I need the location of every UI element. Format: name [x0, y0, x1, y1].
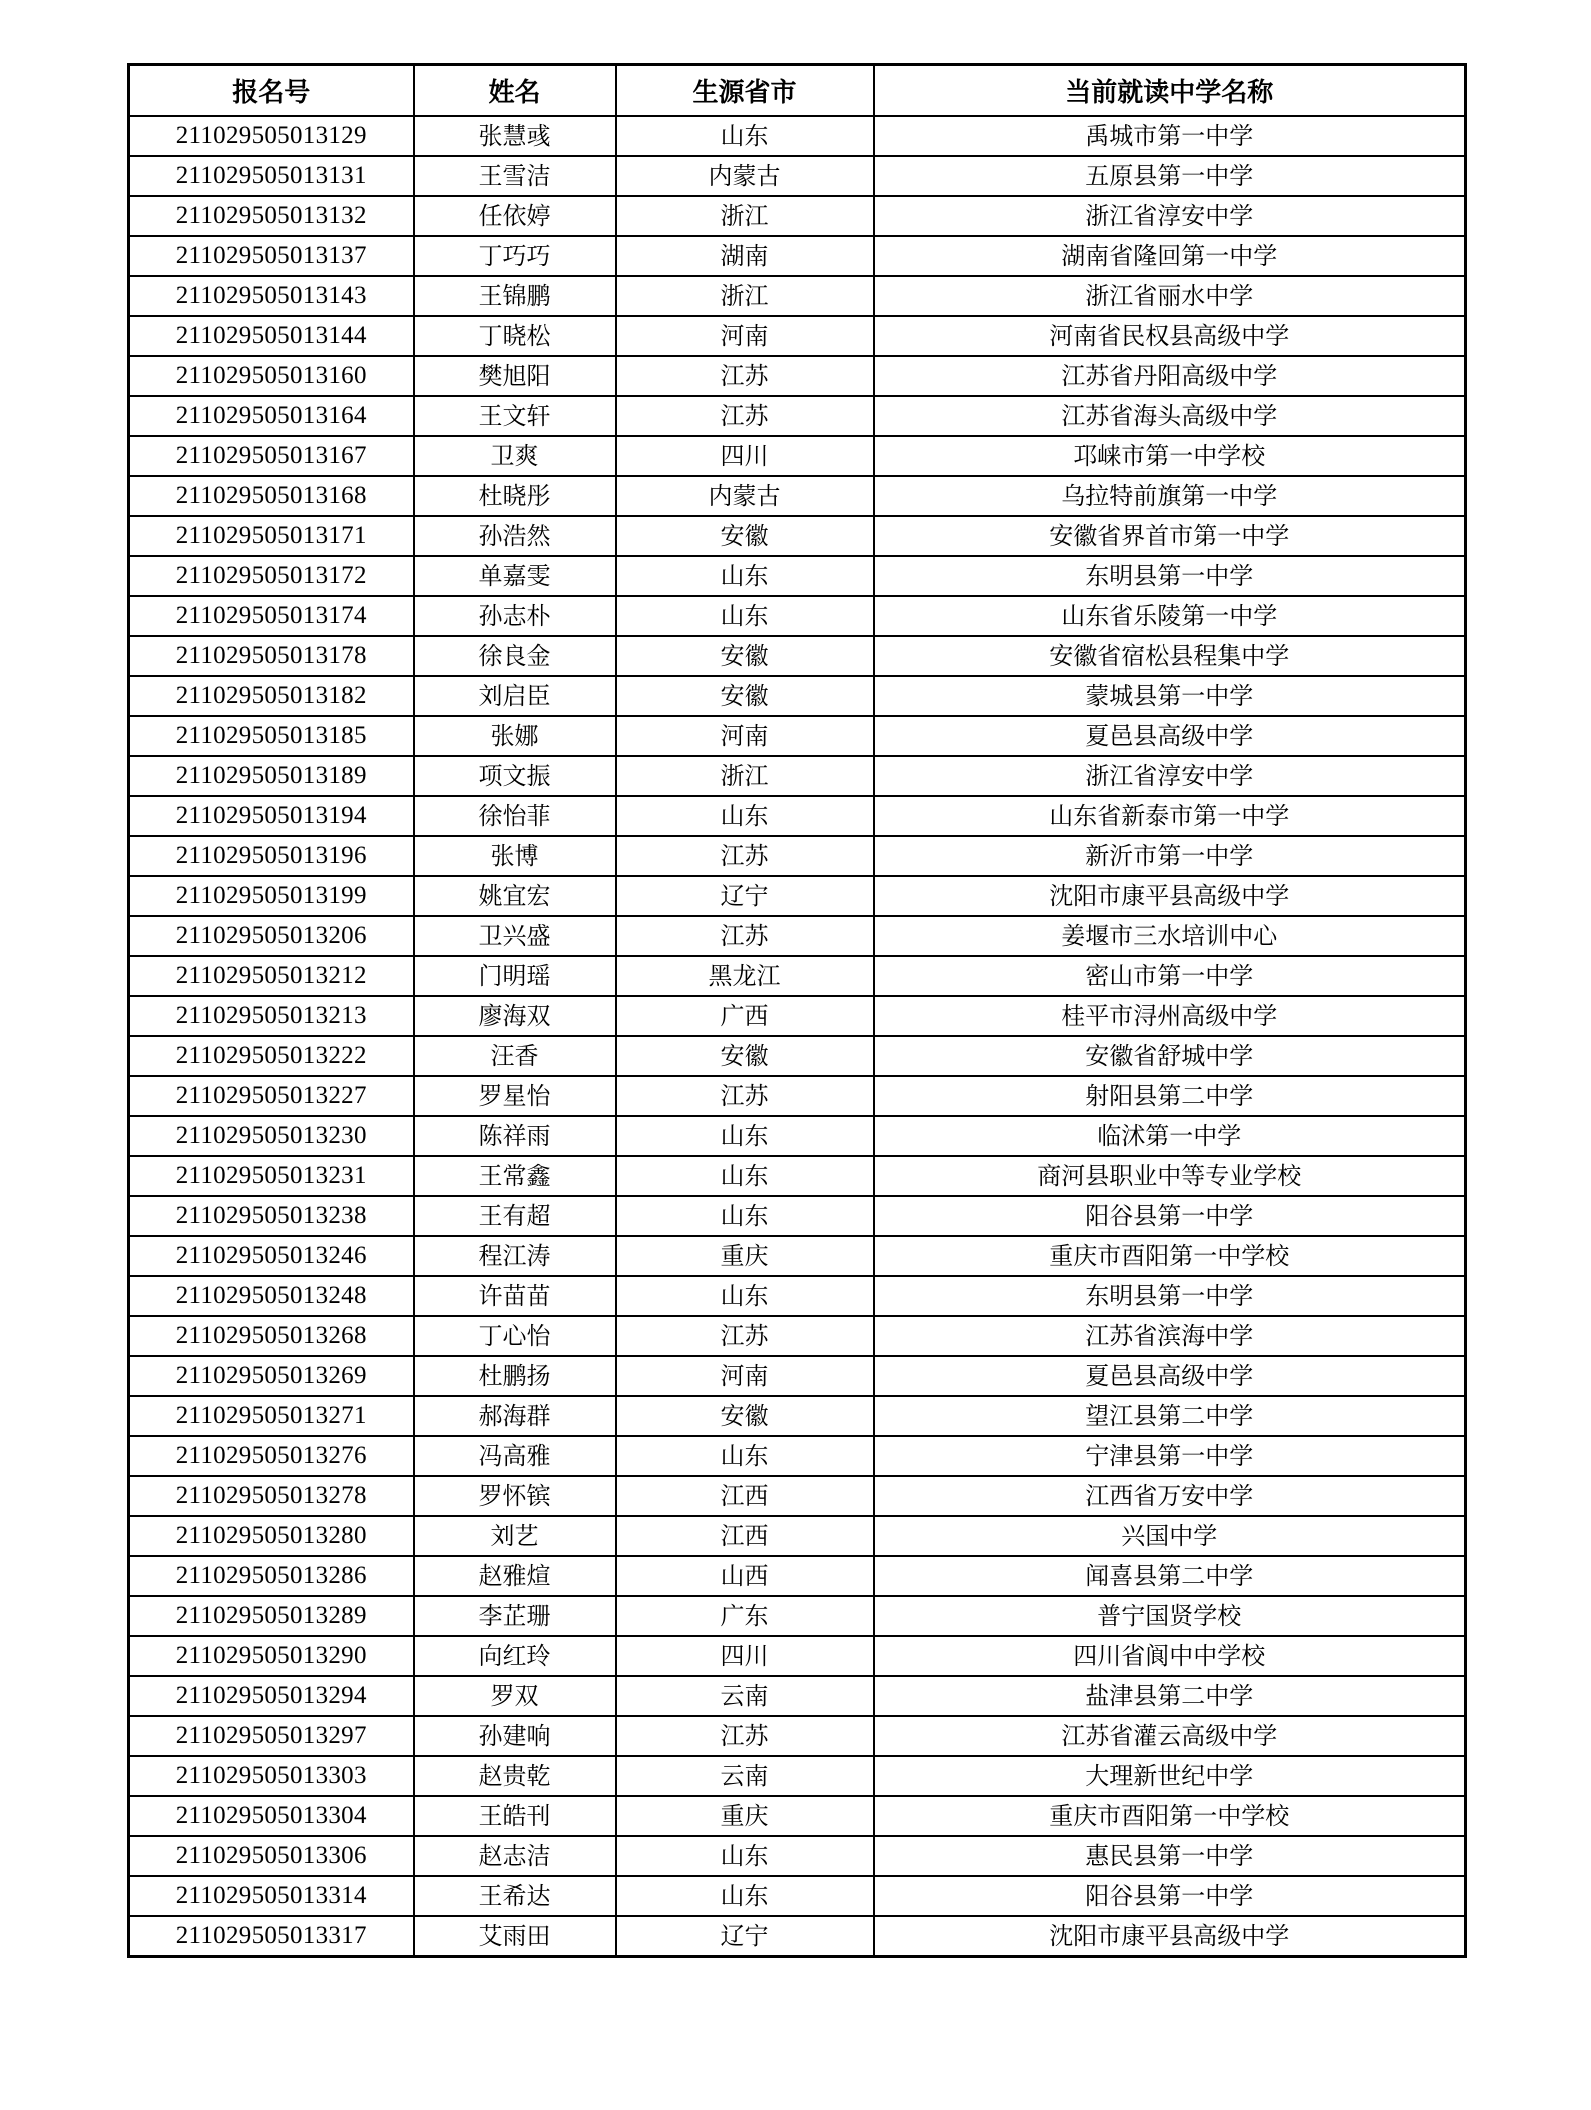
- student-name-cell: 丁巧巧: [414, 236, 616, 276]
- student-name-cell: 孙建响: [414, 1716, 616, 1756]
- registration-number-cell: 211029505013276: [129, 1436, 414, 1476]
- school-name-cell: 浙江省淳安中学: [874, 196, 1466, 236]
- school-name-cell: 邛崃市第一中学校: [874, 436, 1466, 476]
- table-row: [129, 1916, 1466, 1957]
- registration-number-cell: 211029505013144: [129, 316, 414, 356]
- school-name-cell: 闻喜县第二中学: [874, 1556, 1466, 1596]
- registration-number-cell: 211029505013317: [129, 1916, 414, 1957]
- province-cell: 山东: [616, 596, 874, 636]
- school-name-cell: 惠民县第一中学: [874, 1836, 1466, 1876]
- table-row: [129, 636, 1466, 676]
- school-name-cell: 江苏省海头高级中学: [874, 396, 1466, 436]
- admission-roster-table: [127, 63, 1467, 1958]
- registration-number-cell: 211029505013131: [129, 156, 414, 196]
- table-row: [129, 316, 1466, 356]
- student-name-cell: 门明瑶: [414, 956, 616, 996]
- registration-number-cell: 211029505013172: [129, 556, 414, 596]
- school-name-cell: 江苏省丹阳高级中学: [874, 356, 1466, 396]
- school-name-cell: 乌拉特前旗第一中学: [874, 476, 1466, 516]
- school-name-cell: 四川省阆中中学校: [874, 1636, 1466, 1676]
- student-name-cell: 陈祥雨: [414, 1116, 616, 1156]
- school-name-cell: 湖南省隆回第一中学: [874, 236, 1466, 276]
- student-name-cell: 丁心怡: [414, 1316, 616, 1356]
- table-row: [129, 1556, 1466, 1596]
- table-row: [129, 1476, 1466, 1516]
- province-cell: 内蒙古: [616, 476, 874, 516]
- table-row: [129, 1796, 1466, 1836]
- province-cell: 云南: [616, 1756, 874, 1796]
- table-row: [129, 956, 1466, 996]
- table-row: [129, 196, 1466, 236]
- student-name-cell: 艾雨田: [414, 1916, 616, 1957]
- header-province: 生源省市: [616, 65, 874, 117]
- school-name-cell: 姜堰市三水培训中心: [874, 916, 1466, 956]
- table-row: [129, 436, 1466, 476]
- table-row: [129, 1116, 1466, 1156]
- student-name-cell: 王雪洁: [414, 156, 616, 196]
- province-cell: 江苏: [616, 396, 874, 436]
- registration-number-cell: 211029505013185: [129, 716, 414, 756]
- table-row: [129, 1876, 1466, 1916]
- province-cell: 山东: [616, 1876, 874, 1916]
- header-row: [129, 65, 1466, 117]
- table-body: [129, 116, 1466, 1957]
- registration-number-cell: 211029505013290: [129, 1636, 414, 1676]
- province-cell: 重庆: [616, 1236, 874, 1276]
- table-row: [129, 596, 1466, 636]
- province-cell: 湖南: [616, 236, 874, 276]
- student-name-cell: 罗怀镔: [414, 1476, 616, 1516]
- table-row: [129, 916, 1466, 956]
- student-name-cell: 罗星怡: [414, 1076, 616, 1116]
- student-name-cell: 杜鹏扬: [414, 1356, 616, 1396]
- province-cell: 山东: [616, 1116, 874, 1156]
- table-row: [129, 756, 1466, 796]
- student-name-cell: 冯高雅: [414, 1436, 616, 1476]
- registration-number-cell: 211029505013132: [129, 196, 414, 236]
- student-name-cell: 丁晓松: [414, 316, 616, 356]
- student-name-cell: 王希达: [414, 1876, 616, 1916]
- table-row: [129, 1436, 1466, 1476]
- registration-number-cell: 211029505013246: [129, 1236, 414, 1276]
- registration-number-cell: 211029505013280: [129, 1516, 414, 1556]
- province-cell: 江苏: [616, 1076, 874, 1116]
- registration-number-cell: 211029505013182: [129, 676, 414, 716]
- province-cell: 辽宁: [616, 876, 874, 916]
- student-name-cell: 孙志朴: [414, 596, 616, 636]
- table-row: [129, 1716, 1466, 1756]
- province-cell: 山东: [616, 1196, 874, 1236]
- province-cell: 安徽: [616, 516, 874, 556]
- student-name-cell: 向红玲: [414, 1636, 616, 1676]
- student-name-cell: 徐怡菲: [414, 796, 616, 836]
- student-name-cell: 卫爽: [414, 436, 616, 476]
- student-name-cell: 李芷珊: [414, 1596, 616, 1636]
- school-name-cell: 新沂市第一中学: [874, 836, 1466, 876]
- table-row: [129, 356, 1466, 396]
- registration-number-cell: 211029505013164: [129, 396, 414, 436]
- registration-number-cell: 211029505013178: [129, 636, 414, 676]
- table-row: [129, 836, 1466, 876]
- table-row: [129, 1636, 1466, 1676]
- table-row: [129, 1076, 1466, 1116]
- province-cell: 山东: [616, 1436, 874, 1476]
- school-name-cell: 五原县第一中学: [874, 156, 1466, 196]
- table-row: [129, 1836, 1466, 1876]
- registration-number-cell: 211029505013168: [129, 476, 414, 516]
- table-row: [129, 556, 1466, 596]
- registration-number-cell: 211029505013303: [129, 1756, 414, 1796]
- province-cell: 江苏: [616, 836, 874, 876]
- registration-number-cell: 211029505013160: [129, 356, 414, 396]
- student-name-cell: 卫兴盛: [414, 916, 616, 956]
- header-registration-number: 报名号: [129, 65, 414, 117]
- table-header: [129, 65, 1466, 117]
- registration-number-cell: 211029505013268: [129, 1316, 414, 1356]
- school-name-cell: 望江县第二中学: [874, 1396, 1466, 1436]
- registration-number-cell: 211029505013286: [129, 1556, 414, 1596]
- province-cell: 安徽: [616, 1036, 874, 1076]
- school-name-cell: 河南省民权县高级中学: [874, 316, 1466, 356]
- table-row: [129, 116, 1466, 156]
- student-name-cell: 罗双: [414, 1676, 616, 1716]
- table-row: [129, 1236, 1466, 1276]
- student-name-cell: 许苗苗: [414, 1276, 616, 1316]
- province-cell: 浙江: [616, 196, 874, 236]
- province-cell: 四川: [616, 436, 874, 476]
- school-name-cell: 江西省万安中学: [874, 1476, 1466, 1516]
- registration-number-cell: 211029505013222: [129, 1036, 414, 1076]
- province-cell: 重庆: [616, 1796, 874, 1836]
- student-name-cell: 赵雅煊: [414, 1556, 616, 1596]
- registration-number-cell: 211029505013196: [129, 836, 414, 876]
- table-row: [129, 876, 1466, 916]
- table-row: [129, 1396, 1466, 1436]
- table-row: [129, 996, 1466, 1036]
- school-name-cell: 东明县第一中学: [874, 1276, 1466, 1316]
- student-name-cell: 徐良金: [414, 636, 616, 676]
- table-row: [129, 1316, 1466, 1356]
- table-row: [129, 1516, 1466, 1556]
- registration-number-cell: 211029505013227: [129, 1076, 414, 1116]
- province-cell: 安徽: [616, 636, 874, 676]
- school-name-cell: 安徽省舒城中学: [874, 1036, 1466, 1076]
- province-cell: 山东: [616, 1156, 874, 1196]
- province-cell: 黑龙江: [616, 956, 874, 996]
- registration-number-cell: 211029505013269: [129, 1356, 414, 1396]
- table-row: [129, 396, 1466, 436]
- province-cell: 云南: [616, 1676, 874, 1716]
- school-name-cell: 夏邑县高级中学: [874, 716, 1466, 756]
- student-name-cell: 张娜: [414, 716, 616, 756]
- school-name-cell: 山东省乐陵第一中学: [874, 596, 1466, 636]
- table-row: [129, 476, 1466, 516]
- student-name-cell: 王锦鹏: [414, 276, 616, 316]
- table-row: [129, 236, 1466, 276]
- student-name-cell: 程江涛: [414, 1236, 616, 1276]
- registration-number-cell: 211029505013314: [129, 1876, 414, 1916]
- registration-number-cell: 211029505013230: [129, 1116, 414, 1156]
- province-cell: 山东: [616, 116, 874, 156]
- registration-number-cell: 211029505013238: [129, 1196, 414, 1236]
- student-name-cell: 张慧彧: [414, 116, 616, 156]
- province-cell: 内蒙古: [616, 156, 874, 196]
- province-cell: 山东: [616, 1836, 874, 1876]
- province-cell: 四川: [616, 1636, 874, 1676]
- school-name-cell: 大理新世纪中学: [874, 1756, 1466, 1796]
- registration-number-cell: 211029505013174: [129, 596, 414, 636]
- student-name-cell: 廖海双: [414, 996, 616, 1036]
- school-name-cell: 兴国中学: [874, 1516, 1466, 1556]
- school-name-cell: 东明县第一中学: [874, 556, 1466, 596]
- header-name: 姓名: [414, 65, 616, 117]
- school-name-cell: 沈阳市康平县高级中学: [874, 876, 1466, 916]
- header-school: 当前就读中学名称: [874, 65, 1466, 117]
- student-name-cell: 樊旭阳: [414, 356, 616, 396]
- table-row: [129, 1676, 1466, 1716]
- province-cell: 江苏: [616, 1316, 874, 1356]
- registration-number-cell: 211029505013171: [129, 516, 414, 556]
- student-name-cell: 王皓刊: [414, 1796, 616, 1836]
- student-name-cell: 姚宜宏: [414, 876, 616, 916]
- registration-number-cell: 211029505013271: [129, 1396, 414, 1436]
- table-row: [129, 1196, 1466, 1236]
- school-name-cell: 重庆市酉阳第一中学校: [874, 1236, 1466, 1276]
- table-row: [129, 1596, 1466, 1636]
- province-cell: 河南: [616, 716, 874, 756]
- school-name-cell: 密山市第一中学: [874, 956, 1466, 996]
- province-cell: 辽宁: [616, 1916, 874, 1957]
- student-name-cell: 单嘉雯: [414, 556, 616, 596]
- province-cell: 广东: [616, 1596, 874, 1636]
- province-cell: 江西: [616, 1516, 874, 1556]
- table-row: [129, 156, 1466, 196]
- province-cell: 山东: [616, 556, 874, 596]
- school-name-cell: 浙江省丽水中学: [874, 276, 1466, 316]
- student-name-cell: 项文振: [414, 756, 616, 796]
- table-row: [129, 276, 1466, 316]
- province-cell: 江西: [616, 1476, 874, 1516]
- student-name-cell: 孙浩然: [414, 516, 616, 556]
- student-name-cell: 王文轩: [414, 396, 616, 436]
- registration-number-cell: 211029505013167: [129, 436, 414, 476]
- student-name-cell: 王有超: [414, 1196, 616, 1236]
- registration-number-cell: 211029505013199: [129, 876, 414, 916]
- registration-number-cell: 211029505013129: [129, 116, 414, 156]
- province-cell: 江苏: [616, 916, 874, 956]
- school-name-cell: 夏邑县高级中学: [874, 1356, 1466, 1396]
- table-row: [129, 1356, 1466, 1396]
- student-name-cell: 任依婷: [414, 196, 616, 236]
- school-name-cell: 阳谷县第一中学: [874, 1876, 1466, 1916]
- registration-number-cell: 211029505013294: [129, 1676, 414, 1716]
- table-row: [129, 676, 1466, 716]
- student-name-cell: 郝海群: [414, 1396, 616, 1436]
- table-row: [129, 796, 1466, 836]
- school-name-cell: 商河县职业中等专业学校: [874, 1156, 1466, 1196]
- province-cell: 安徽: [616, 676, 874, 716]
- school-name-cell: 临沭第一中学: [874, 1116, 1466, 1156]
- province-cell: 山东: [616, 1276, 874, 1316]
- school-name-cell: 禹城市第一中学: [874, 116, 1466, 156]
- school-name-cell: 宁津县第一中学: [874, 1436, 1466, 1476]
- school-name-cell: 蒙城县第一中学: [874, 676, 1466, 716]
- table-row: [129, 516, 1466, 556]
- school-name-cell: 阳谷县第一中学: [874, 1196, 1466, 1236]
- registration-number-cell: 211029505013206: [129, 916, 414, 956]
- province-cell: 浙江: [616, 276, 874, 316]
- province-cell: 河南: [616, 316, 874, 356]
- student-name-cell: 王常鑫: [414, 1156, 616, 1196]
- province-cell: 广西: [616, 996, 874, 1036]
- registration-number-cell: 211029505013213: [129, 996, 414, 1036]
- registration-number-cell: 211029505013189: [129, 756, 414, 796]
- province-cell: 山东: [616, 796, 874, 836]
- school-name-cell: 射阳县第二中学: [874, 1076, 1466, 1116]
- province-cell: 江苏: [616, 356, 874, 396]
- registration-number-cell: 211029505013194: [129, 796, 414, 836]
- school-name-cell: 安徽省宿松县程集中学: [874, 636, 1466, 676]
- province-cell: 江苏: [616, 1716, 874, 1756]
- province-cell: 山西: [616, 1556, 874, 1596]
- registration-number-cell: 211029505013248: [129, 1276, 414, 1316]
- table-row: [129, 716, 1466, 756]
- registration-number-cell: 211029505013212: [129, 956, 414, 996]
- student-name-cell: 赵志洁: [414, 1836, 616, 1876]
- registration-number-cell: 211029505013278: [129, 1476, 414, 1516]
- table-row: [129, 1156, 1466, 1196]
- table-row: [129, 1756, 1466, 1796]
- registration-number-cell: 211029505013289: [129, 1596, 414, 1636]
- student-name-cell: 刘艺: [414, 1516, 616, 1556]
- student-name-cell: 汪香: [414, 1036, 616, 1076]
- school-name-cell: 江苏省滨海中学: [874, 1316, 1466, 1356]
- school-name-cell: 沈阳市康平县高级中学: [874, 1916, 1466, 1957]
- province-cell: 河南: [616, 1356, 874, 1396]
- student-name-cell: 杜晓彤: [414, 476, 616, 516]
- province-cell: 安徽: [616, 1396, 874, 1436]
- school-name-cell: 重庆市酉阳第一中学校: [874, 1796, 1466, 1836]
- school-name-cell: 盐津县第二中学: [874, 1676, 1466, 1716]
- school-name-cell: 普宁国贤学校: [874, 1596, 1466, 1636]
- registration-number-cell: 211029505013231: [129, 1156, 414, 1196]
- school-name-cell: 江苏省灌云高级中学: [874, 1716, 1466, 1756]
- student-name-cell: 赵贵乾: [414, 1756, 616, 1796]
- registration-number-cell: 211029505013137: [129, 236, 414, 276]
- school-name-cell: 浙江省淳安中学: [874, 756, 1466, 796]
- registration-number-cell: 211029505013143: [129, 276, 414, 316]
- table-row: [129, 1036, 1466, 1076]
- school-name-cell: 桂平市浔州高级中学: [874, 996, 1466, 1036]
- table-row: [129, 1276, 1466, 1316]
- school-name-cell: 山东省新泰市第一中学: [874, 796, 1466, 836]
- student-name-cell: 刘启臣: [414, 676, 616, 716]
- registration-number-cell: 211029505013304: [129, 1796, 414, 1836]
- registration-number-cell: 211029505013306: [129, 1836, 414, 1876]
- student-name-cell: 张博: [414, 836, 616, 876]
- registration-number-cell: 211029505013297: [129, 1716, 414, 1756]
- province-cell: 浙江: [616, 756, 874, 796]
- school-name-cell: 安徽省界首市第一中学: [874, 516, 1466, 556]
